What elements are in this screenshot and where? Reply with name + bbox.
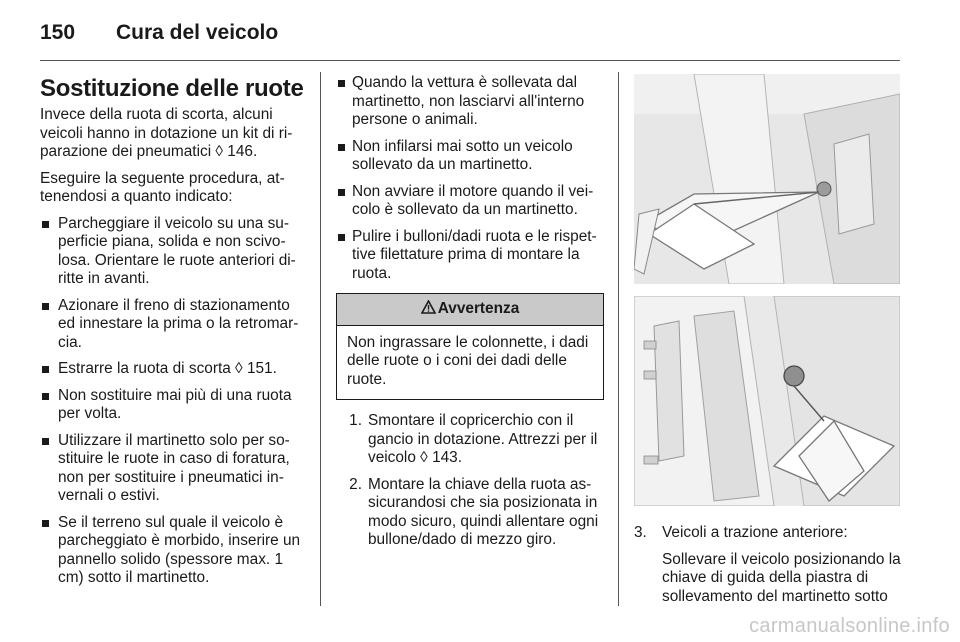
column-1: [40, 74, 306, 596]
warning-header: [337, 294, 603, 326]
step-text: Smontare il copricerchio con il gancio in dotazione. Attrezzi per il veicolo ◊ 143.: [368, 412, 598, 466]
step-list: [336, 412, 604, 550]
column-divider-1: [320, 72, 321, 606]
bullet-list-2: [336, 74, 604, 283]
list-item: Non infilarsi mai sotto un veicolo sollevato da un martinetto.: [336, 138, 604, 175]
list-item: Non avviare il motore quando il vei-colo è sollevato da un martinetto.: [336, 183, 604, 220]
step-item: [336, 476, 604, 550]
jack-position-illustration-bottom: [634, 296, 900, 506]
list-item: Quando la vettura è sollevata dal martinetto, non lasciarvi all'interno persone o animali.: [336, 74, 604, 130]
chapter-title: Cura del veicolo: [116, 21, 279, 44]
page-header: [40, 18, 278, 48]
step-text: Montare la chiave della ruota as-sicurandosi che sia posizionata in modo sicuro, quindi allentare ogni bullone/dado di mezzo giro.: [368, 475, 599, 548]
step-heading: Veicoli a trazione anteriore:: [662, 524, 848, 541]
column-2: [336, 74, 604, 558]
step-number: 1.: [349, 412, 362, 429]
step-number: 3.: [634, 524, 647, 541]
step-text: Sollevare il veicolo posizionando la chiave di guida della piastra di sollevamento del martinetto sotto: [662, 550, 901, 605]
step-item: [634, 524, 902, 606]
list-item: Pulire i bulloni/dadi ruota e le rispet-tive filettature prima di montare la ruota.: [336, 228, 604, 284]
warning-triangle-icon: [421, 300, 436, 314]
bullet-list-1: [40, 215, 306, 588]
warning-title: Avvertenza: [437, 300, 520, 317]
intro-paragraph: Invece della ruota di scorta, alcuni veicoli hanno in dotazione un kit di ri-parazione dei pneumatici ◊ 146.: [40, 106, 293, 160]
list-item: Utilizzare il martinetto solo per so-stituire le ruote in caso di foratura, non per sostituire i pneumatici in-vernali o estivi.: [40, 432, 306, 506]
procedure-intro: Eseguire la seguente procedura, at-tenendosi a quanto indicato:: [40, 169, 285, 205]
warning-body: Non ingrassare le colonnette, i dadi delle ruote o i coni dei dadi delle ruote.: [347, 333, 589, 388]
step-number: 2.: [349, 475, 362, 493]
step-item: [336, 412, 604, 468]
jack-position-illustration-top: [634, 74, 900, 284]
list-item: Azionare il freno di stazionamento ed innestare la prima o la retromar-cia.: [40, 297, 306, 353]
page-number: 150: [40, 21, 76, 44]
list-item: Non sostituire mai più di una ruota per volta.: [40, 387, 306, 424]
warning-box: [336, 293, 604, 400]
column-3: [634, 74, 902, 606]
header-rule: [40, 60, 900, 61]
list-item: Estrarre la ruota di scorta ◊ 151.: [40, 360, 306, 379]
section-title: Sostituzione delle ruote: [40, 75, 304, 102]
list-item: Parcheggiare il veicolo su una su-perficie piana, solida e non scivo-losa. Orientare le ruote anteriori di-ritte in avanti.: [40, 215, 306, 289]
list-item: Se il terreno sul quale il veicolo è parcheggiato è morbido, inserire un pannello solido (spessore max. 1 cm) sotto il martinetto.: [40, 514, 306, 588]
column-divider-2: [618, 72, 619, 606]
watermark: carmanualsonline.info: [749, 615, 950, 637]
